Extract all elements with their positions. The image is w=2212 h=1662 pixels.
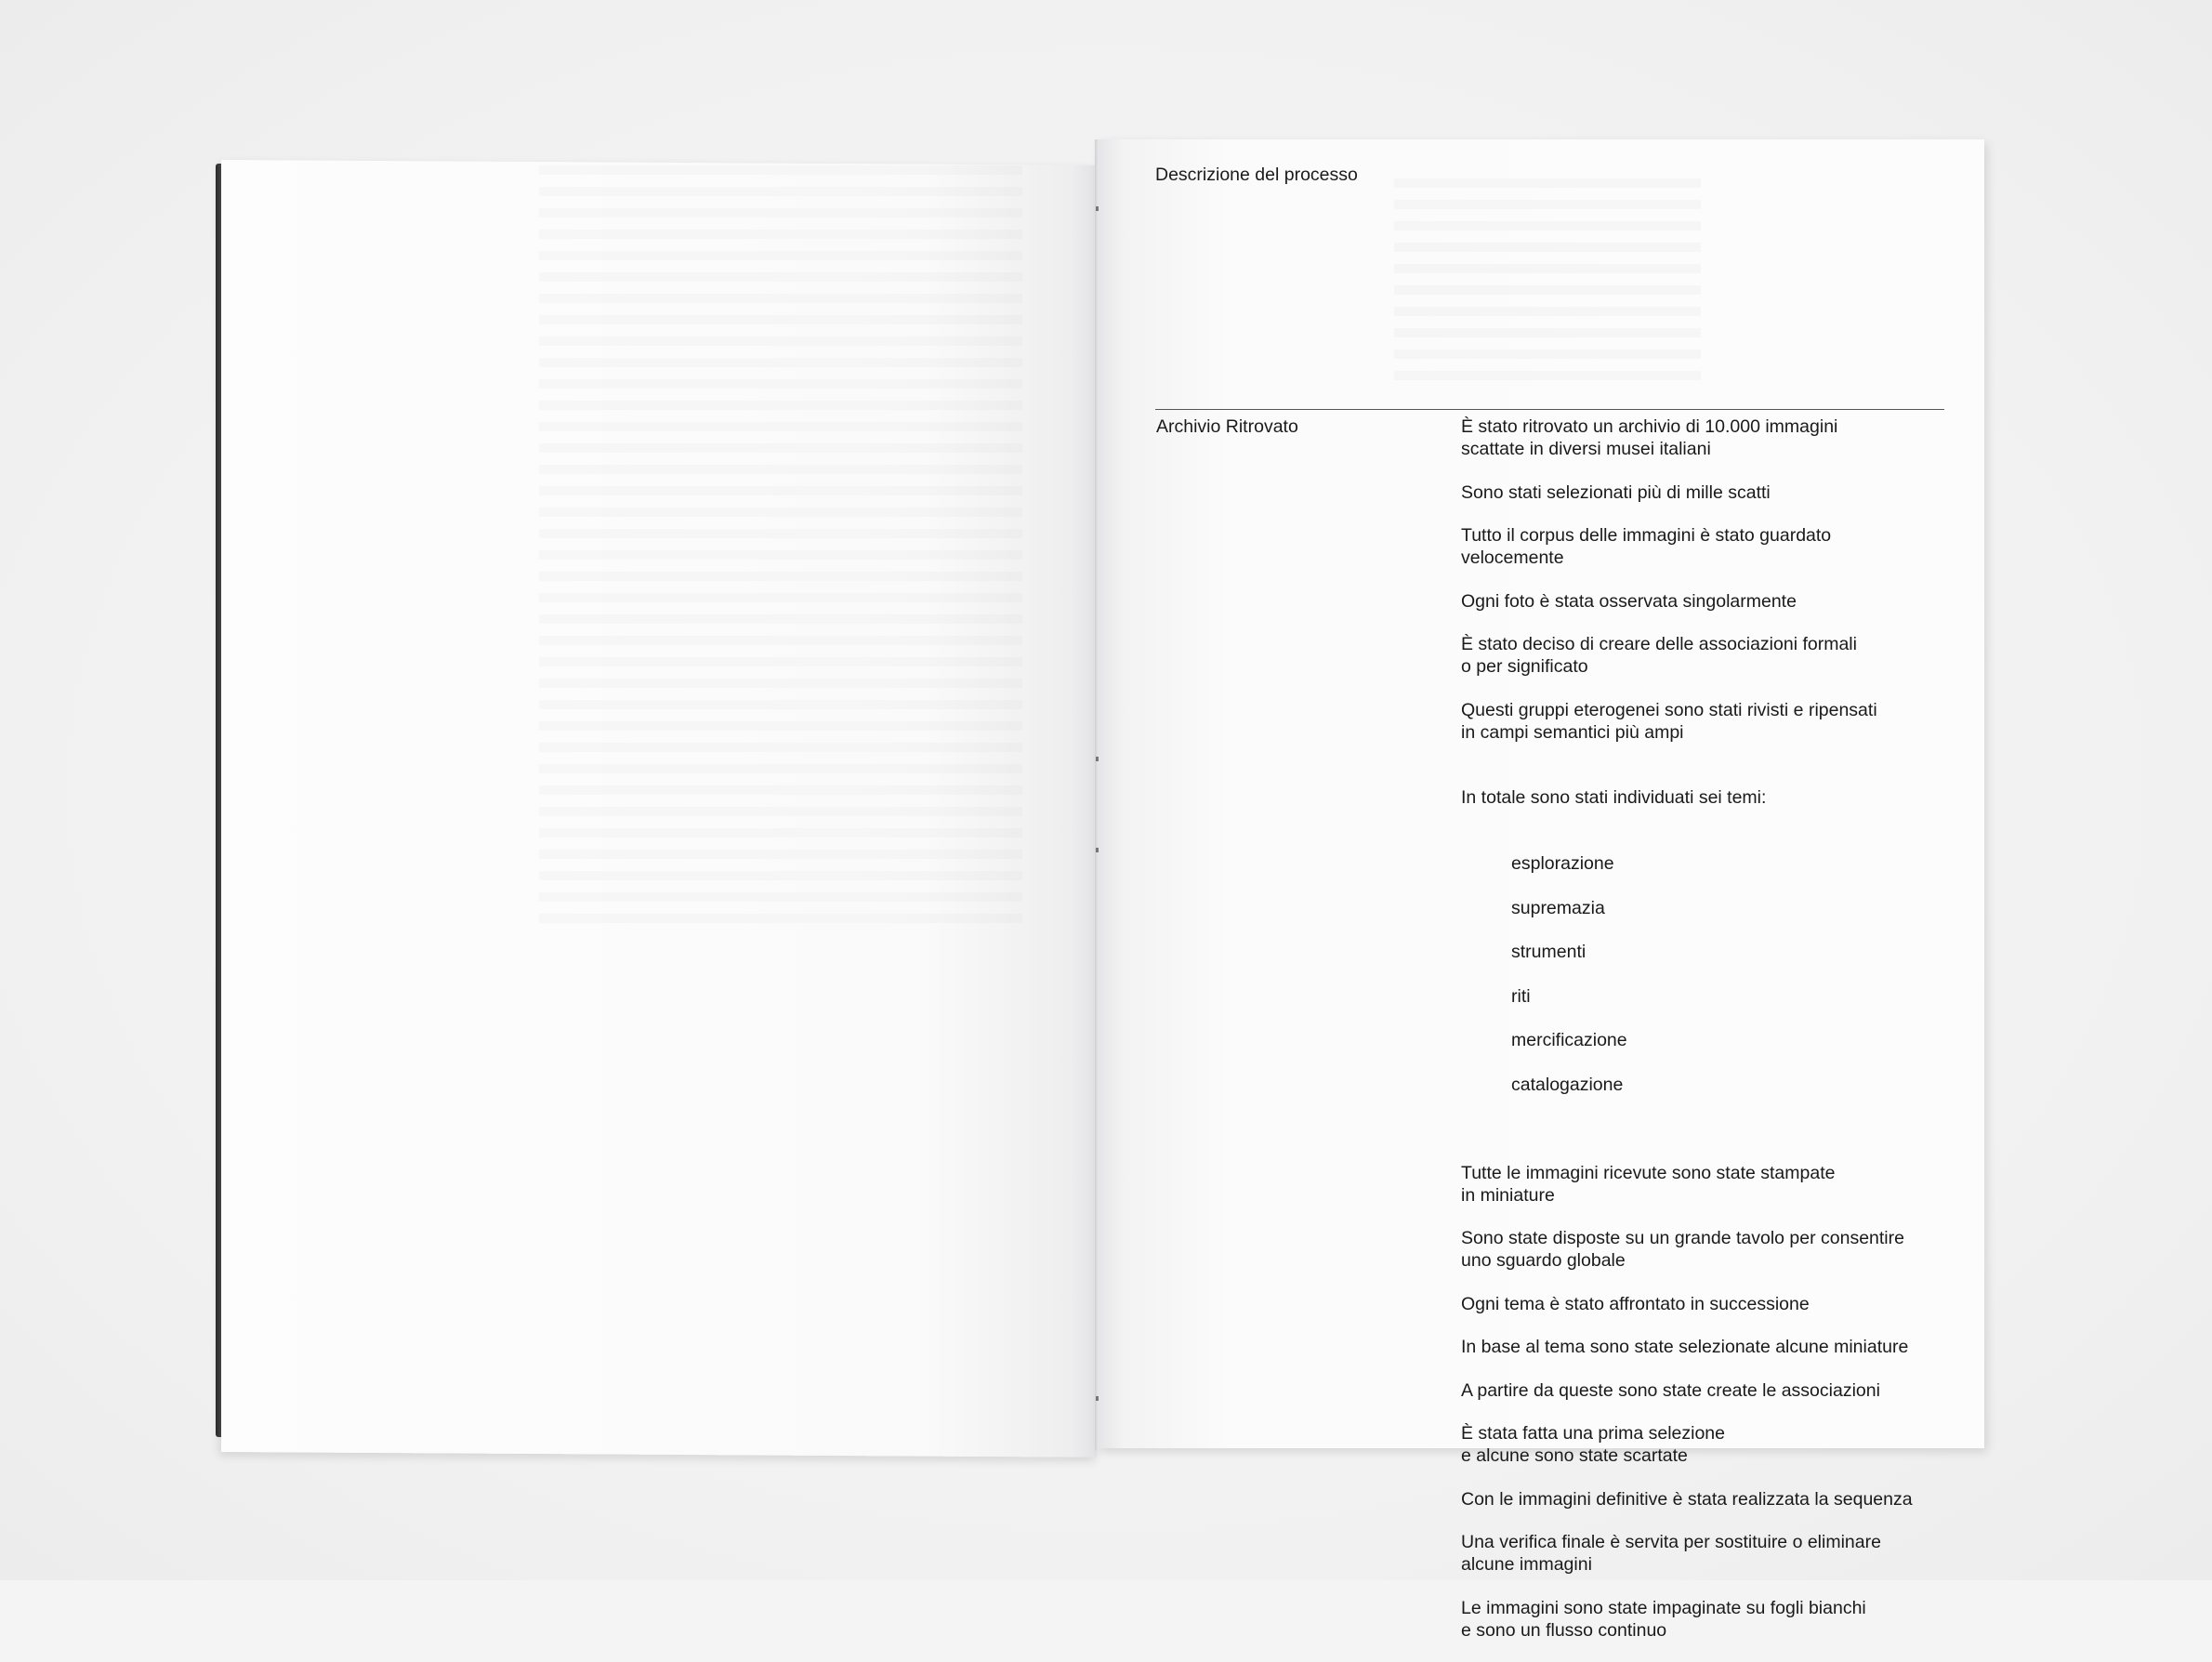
themes-list bbox=[1461, 831, 1944, 1118]
theme-item: mercificazione bbox=[1511, 1030, 1627, 1050]
list-item: È stato deciso di creare delle associazioni formali o per significato bbox=[1461, 634, 1857, 677]
list-item: Sono stati selezionati più di mille scatti bbox=[1461, 481, 1771, 503]
theme-item: esplorazione bbox=[1511, 853, 1614, 874]
theme-item: riti bbox=[1511, 985, 1531, 1007]
horizontal-rule bbox=[1155, 409, 1944, 410]
list-item: A partire da queste sono state create le associazioni bbox=[1461, 1379, 1880, 1401]
list-item: Questi gruppi eterogenei sono stati rivisti e ripensati in campi semantici più ampi bbox=[1461, 699, 1877, 743]
process-steps bbox=[1461, 416, 1944, 1662]
list-item: Una verifica finale è servita per sostituire o eliminare alcune immagini bbox=[1461, 1532, 1881, 1575]
themes-intro: In totale sono stati individuati sei temi: bbox=[1461, 787, 1767, 808]
binding-staple bbox=[1096, 848, 1099, 852]
list-item: Tutto il corpus delle immagini è stato guardato velocemente bbox=[1461, 525, 1832, 568]
binding-staple bbox=[1096, 1396, 1099, 1401]
row-label: Archivio Ritrovato bbox=[1156, 416, 1298, 437]
show-through-text-right bbox=[1394, 178, 1701, 392]
theme-item: strumenti bbox=[1511, 942, 1587, 962]
list-item: È stata fatta una prima selezione e alcune sono state scartate bbox=[1461, 1423, 1725, 1466]
list-item: Sono state disposte su un grande tavolo per consentire uno sguardo globale bbox=[1461, 1228, 1904, 1271]
list-item: Con le immagini definitive è stata realizzata la sequenza bbox=[1461, 1488, 1913, 1510]
list-item: Ogni foto è stata osservata singolarmente bbox=[1461, 590, 1797, 612]
list-item-themes bbox=[1461, 764, 1944, 1141]
binding-staple bbox=[1096, 757, 1099, 761]
theme-item: supremazia bbox=[1511, 897, 1605, 918]
binding-staple bbox=[1096, 206, 1099, 211]
show-through-text-left bbox=[539, 165, 1022, 928]
list-item: Ogni tema è stato affrontato in successione bbox=[1461, 1293, 1810, 1314]
list-item: In base al tema sono state selezionate alcune miniature bbox=[1461, 1337, 1909, 1357]
section-title: Descrizione del processo bbox=[1155, 165, 1358, 185]
list-item: È stato ritrovato un archivio di 10.000 immagini scattate in diversi musei italiani bbox=[1461, 416, 1838, 459]
list-item: Le immagini sono state impaginate su fogli bianchi e sono un flusso continuo bbox=[1461, 1597, 1866, 1641]
list-item: Tutte le immagini ricevute sono state stampate in miniature bbox=[1461, 1162, 1836, 1206]
theme-item: catalogazione bbox=[1511, 1074, 1624, 1095]
book-gutter bbox=[1095, 139, 1099, 1450]
